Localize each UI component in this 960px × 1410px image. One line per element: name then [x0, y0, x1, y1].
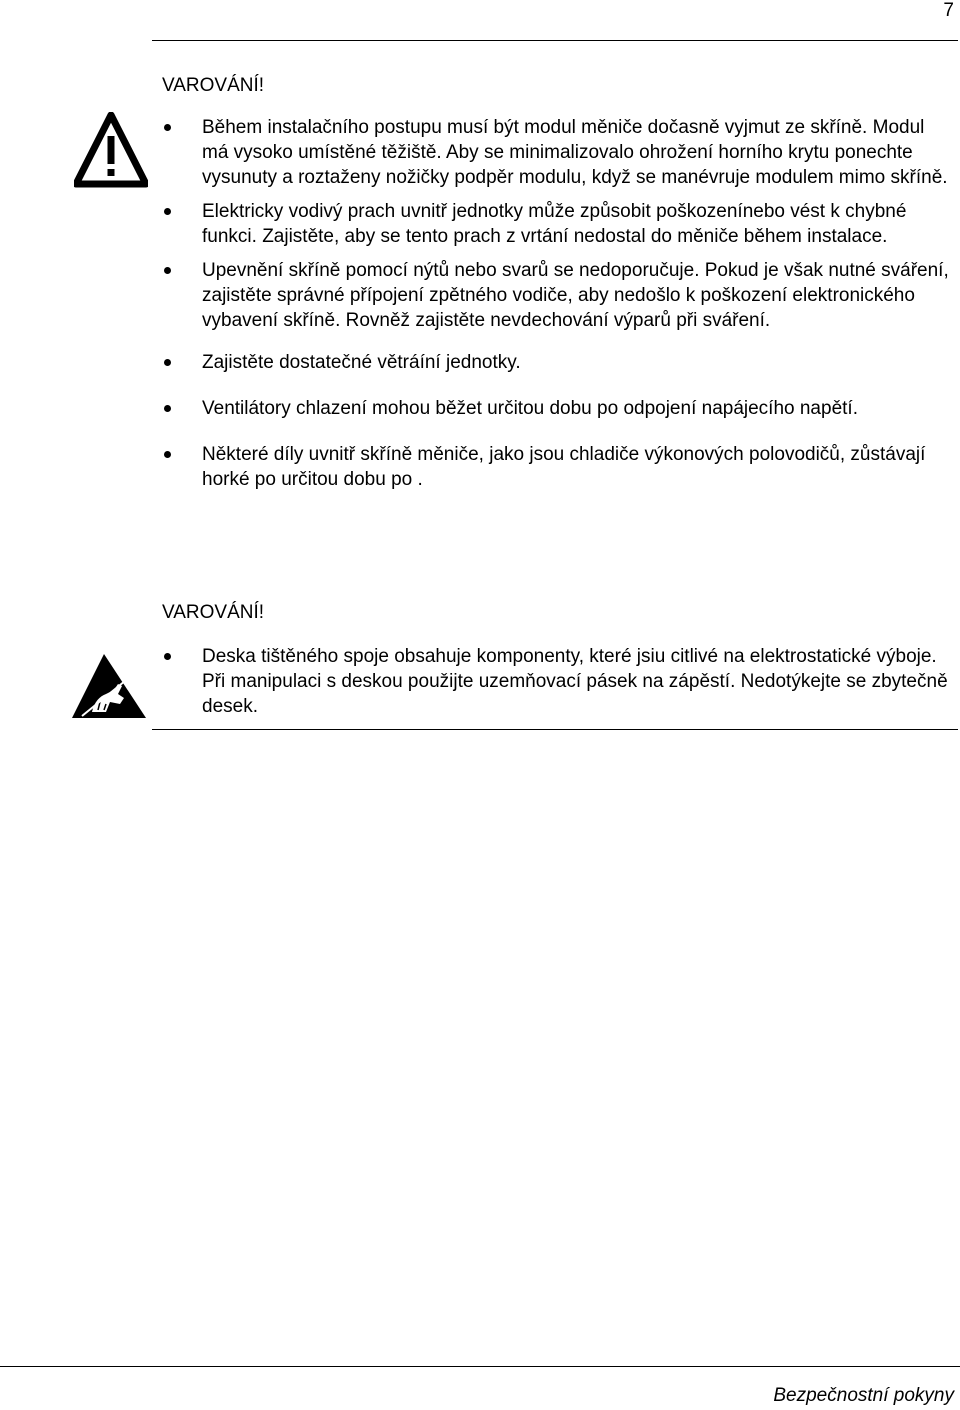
list-item-text: Deska tištěného spoje obsahuje komponenty, které jsiu citlivé na elektrostatické výboje. Při manipulaci s deskou použijte uzemňovací pásek na zápěstí. Nedotýkejte se zbytečně desek.	[202, 646, 948, 717]
page-number: 7	[943, 0, 954, 21]
list-item	[162, 115, 952, 190]
bullet-list	[162, 115, 952, 492]
bullet-list	[162, 644, 952, 719]
top-rule	[152, 40, 958, 41]
footer-title: Bezpečnostní pokyny	[773, 1385, 954, 1406]
warning-section-2	[162, 601, 952, 719]
section-rule	[152, 729, 958, 730]
list-item-text: Ventilátory chlazení mohou běžet určitou dobu po odpojení napájecího napětí.	[202, 398, 858, 419]
list-item	[162, 350, 952, 375]
bullet-icon	[164, 267, 171, 274]
footer-rule	[0, 1366, 960, 1367]
bullet-icon	[164, 451, 171, 458]
bullet-icon	[164, 208, 171, 215]
list-item-text: Některé díly uvnitř skříně měniče, jako jsou chladiče výkonových polovodičů, zůstávají horké po určitou dobu po .	[202, 444, 926, 490]
warning-triangle-icon	[74, 112, 148, 188]
list-item	[162, 644, 952, 719]
section-heading: VAROVÁNÍ!	[162, 75, 265, 96]
list-item	[162, 199, 952, 249]
esd-warning-icon	[70, 650, 148, 720]
bullet-icon	[164, 124, 171, 131]
bullet-icon	[164, 405, 171, 412]
bullet-icon	[164, 359, 171, 366]
list-item-text: Elektricky vodivý prach uvnitř jednotky může způsobit poškozenínebo vést k chybné funkci. Zajistěte, aby se tento prach z vrtání nedostal do měniče během instalace.	[202, 201, 907, 247]
list-item-text: Zajistěte dostatečné větráíní jednotky.	[202, 352, 521, 373]
list-item	[162, 258, 952, 333]
list-item-text: Upevnění skříně pomocí nýtů nebo svarů se nedoporučuje. Pokud je však nutné sváření, zajistěte správné přípojení zpětného vodiče, aby nedošlo k poškození elektronického vybavení skříně. Rovněž zajistěte nevdechování výparů při sváření.	[202, 260, 949, 331]
list-item-text: Během instalačního postupu musí být modul měniče dočasně vyjmut ze skříně. Modul má vysoko umístěné těžiště. Aby se minimalizovalo ohrožení horního krytu ponechte vysunuty a roztaženy nožičky podpěr modulu, když se manévruje modulem mimo skříně.	[202, 117, 948, 188]
warning-section-1	[162, 74, 952, 492]
section-heading: VAROVÁNÍ!	[162, 602, 265, 623]
list-item	[162, 442, 952, 492]
bullet-icon	[164, 653, 171, 660]
list-item	[162, 396, 952, 421]
